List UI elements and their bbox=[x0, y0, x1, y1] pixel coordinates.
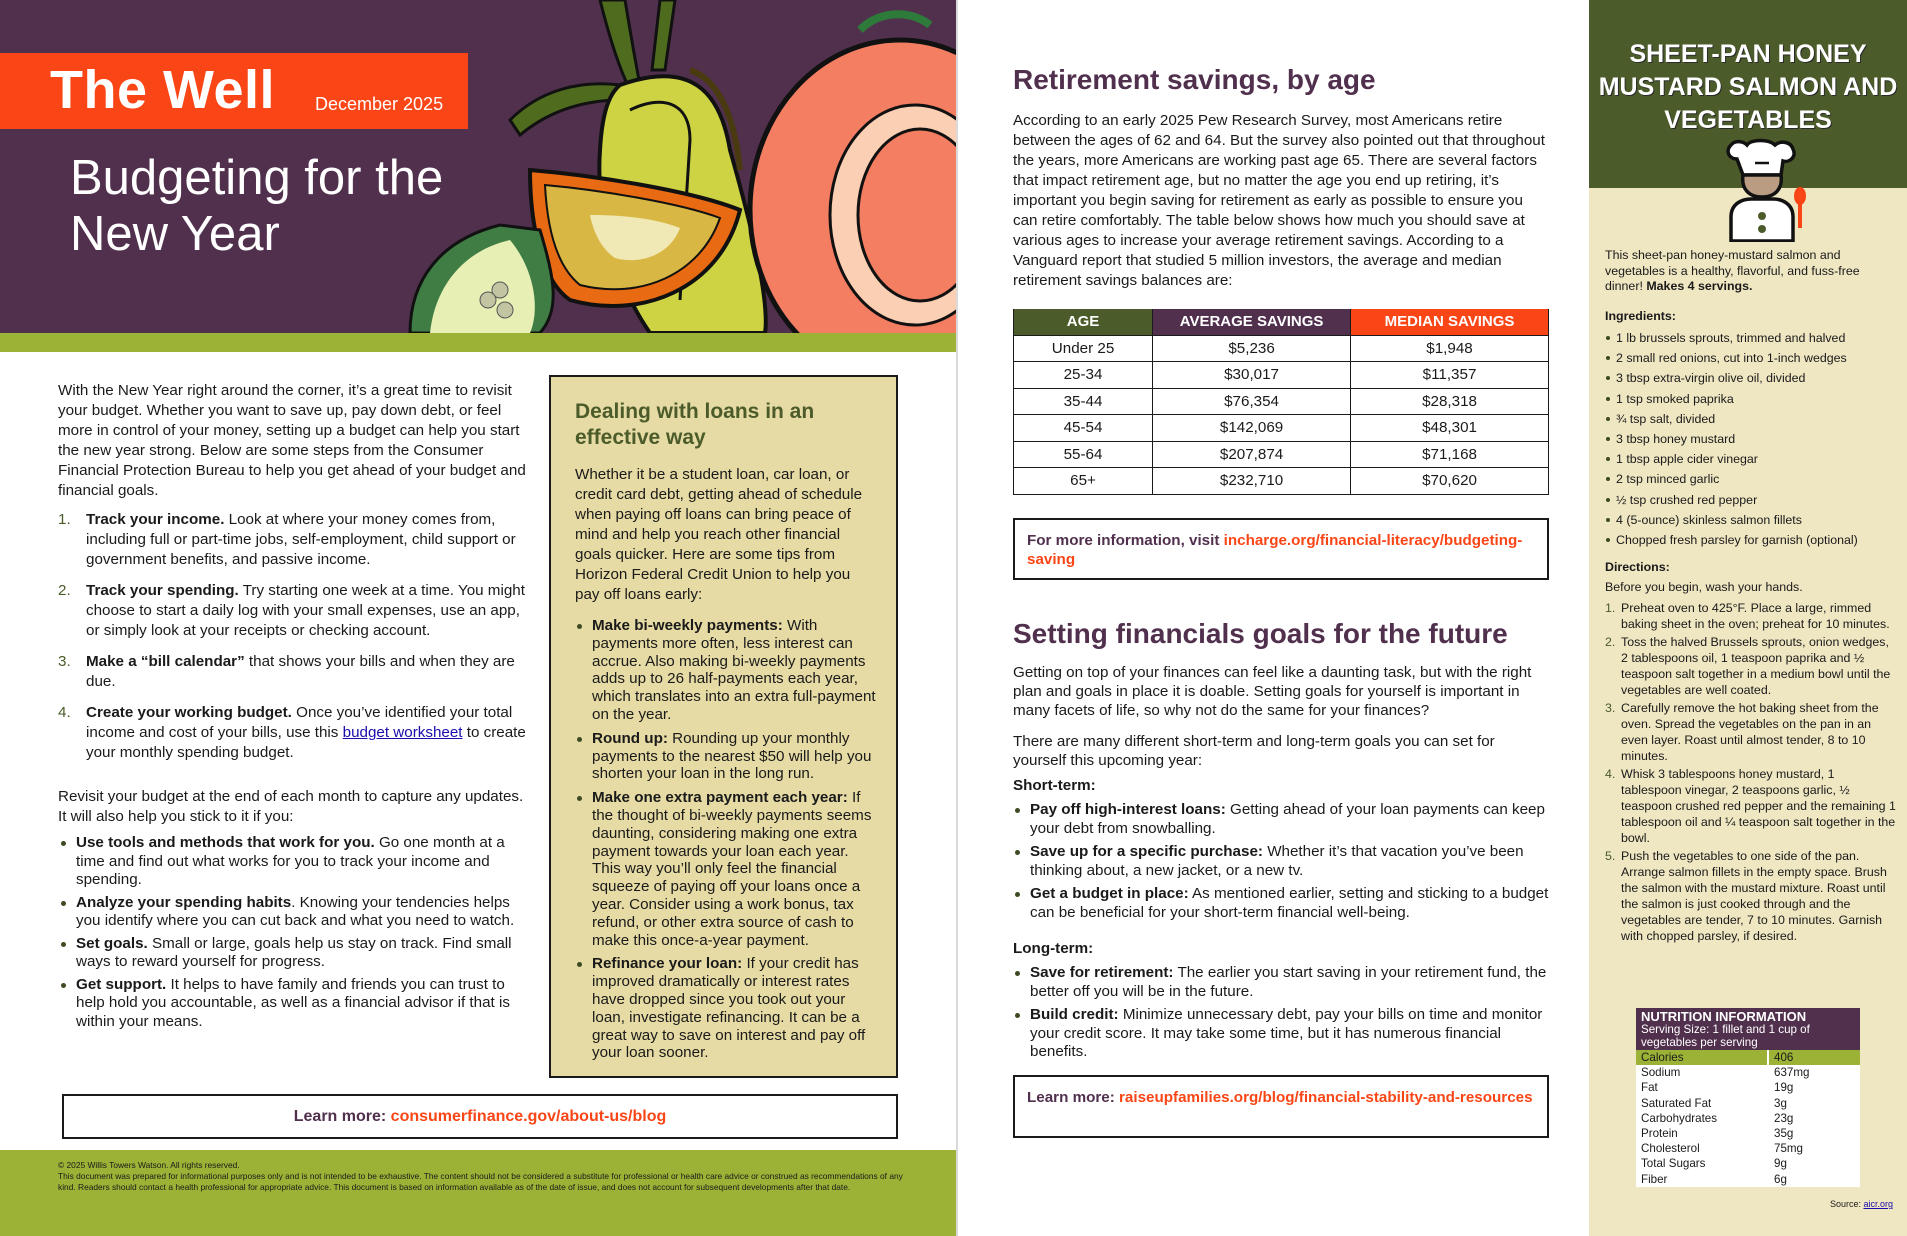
list-item: 2 small red onions, cut into 1-inch wedges bbox=[1605, 348, 1897, 368]
consumerfinance-link[interactable]: consumerfinance.gov/about-us/blog bbox=[390, 1108, 667, 1125]
list-item: Round up: Rounding up your monthly payments to the nearest $50 will help you shorten your loan in the long run. bbox=[575, 730, 876, 783]
ingredients-list bbox=[1605, 328, 1897, 550]
chef-icon bbox=[1717, 137, 1807, 242]
list-item: 4. Create your working budget. Once you’ve identified your total income and cost of your bills, use this budget worksheet to create your monthly spending budget. bbox=[58, 704, 526, 761]
list-item: ¾ tsp salt, divided bbox=[1605, 409, 1897, 429]
learn-more-label: Learn more: bbox=[293, 1108, 391, 1125]
table-row: 35-44 $76,354 $28,318 bbox=[1014, 388, 1549, 415]
list-item: 2. Toss the halved Brussels sprouts, onion wedges, 2 tablespoons oil, 1 teaspoon paprika and ½ teaspoon salt together in a medium bowl until the vegetables are well coated. bbox=[1605, 635, 1891, 698]
retirement-paragraph: According to an early 2025 Pew Research Survey, most Americans retire between the ages of 62 and 64. But the survey also pointed out that throughout the years, more Americans are working past age 65. There are several factors that impact retirement age, but no matter the age you end up retiring, it’s important you begin saving for retirement as early as possible to ensure you can retire comfortably. The table below shows how much you should save at various ages to increase your average retirement savings. According to a Vanguard report that studied 5 million investors, the average and median retirement savings balances are: bbox=[1013, 112, 1545, 289]
list-item: 1. Preheat oven to 425°F. Place a large, rimmed baking sheet in the oven; preheat for 10 minutes. bbox=[1605, 601, 1890, 632]
ingredients-label: Ingredients: bbox=[1605, 308, 1676, 323]
copyright: © 2025 Willis Towers Watson. All rights reserved. bbox=[58, 1160, 240, 1170]
list-item: Get a budget in place: As mentioned earlier, setting and sticking to a budget can be beneficial for your short-term financial well-being. bbox=[1013, 885, 1549, 922]
table-row: 25-34 $30,017 $11,357 bbox=[1014, 362, 1549, 389]
list-item: Build credit: Minimize unnecessary debt, pay your bills on time and monitor your credit score. It may take some time, but it has numerous financial benefits. bbox=[1013, 1006, 1549, 1062]
retirement-heading: Retirement savings, by age bbox=[1013, 64, 1376, 95]
list-item: 1 tbsp apple cider vinegar bbox=[1605, 449, 1897, 469]
list-item: Save for retirement: The earlier you start saving in your retirement fund, the better off you will be in the future. bbox=[1013, 964, 1549, 1001]
loans-heading: Dealing with loans in an effective way bbox=[575, 400, 815, 449]
list-item: Save up for a specific purchase: Whether it’s that vacation you’ve been thinking about, a new jacket, or a new tv. bbox=[1013, 843, 1549, 880]
disclaimer: This document was prepared for informational purposes only and is not intended to be exhaustive. The content should not be considered a substitute for professional or health care advice or construed as recommendations of any kind. Readers should contact a health professional for appropriate advice. This document is based on information available as of the date of issue, and does not account for subsequent developments after that date. bbox=[58, 1171, 903, 1192]
table-row: Carbohydrates 23g bbox=[1641, 1111, 1794, 1125]
list-item: 3. Carefully remove the hot baking sheet from the oven. Spread the vegetables on the pan in an even layer. Roast until almost tender, 8 to 10 minutes. bbox=[1605, 701, 1879, 764]
legal-footer bbox=[0, 1150, 956, 1236]
table-row: Cholesterol 75mg bbox=[1641, 1142, 1804, 1156]
revisit-paragraph: Revisit your budget at the end of each month to capture any updates. It will also help you stick to it if you: bbox=[58, 788, 524, 825]
list-item: Refinance your loan: If your credit has improved dramatically or interest rates have dropped since you took out your loan, investigate refinancing. It can be a great way to save on interest and pay off your loan sooner. bbox=[575, 955, 876, 1062]
long-term-label: Long-term: bbox=[1013, 940, 1094, 957]
list-item: 3. Make a “bill calendar” that shows your bills and when they are due. bbox=[58, 653, 515, 690]
newsletter-name: The Well bbox=[50, 60, 276, 120]
list-item: Chopped fresh parsley for garnish (optional) bbox=[1605, 530, 1897, 550]
list-item: 5. Push the vegetables to one side of the pan. Arrange salmon fillets in the empty space. Brush the salmon with the mustard mixture. Roast until the salmon is just cooked through and the vegetables are tender, 7 to 10 minutes. Garnish with chopped parsley, if desired. bbox=[1605, 849, 1887, 944]
budget-steps-list bbox=[58, 510, 528, 774]
issue-date: December 2025 bbox=[315, 94, 444, 114]
recipe-source: Source: aicr.org bbox=[1829, 1199, 1893, 1209]
hero-divider bbox=[0, 333, 956, 352]
nutrition-table bbox=[1636, 1008, 1860, 1187]
directions-label: Directions: bbox=[1605, 560, 1670, 575]
list-item: Make bi-weekly payments: With payments more often, less interest can accrue. Also making bi-weekly payments adds up to 26 half-payments each year, which translates into an extra full-payment on the year. bbox=[575, 617, 876, 724]
incharge-link[interactable]: incharge.org/financial-literacy/budgeting-saving bbox=[1027, 532, 1523, 568]
list-item: Get support. It helps to have family and friends you can trust to help hold you accountable, as well as a financial advisor if that is within your means. bbox=[58, 976, 528, 1032]
more-info-label: For more information, visit bbox=[1027, 532, 1224, 549]
savings-table bbox=[1013, 309, 1549, 495]
issue-title: Budgeting for the New Year bbox=[70, 151, 444, 261]
recipe-body bbox=[1605, 248, 1897, 946]
hero-banner bbox=[0, 0, 956, 333]
budget-worksheet-link[interactable]: budget worksheet bbox=[342, 724, 463, 741]
table-row: Saturated Fat 3g bbox=[1641, 1096, 1787, 1110]
recipe-intro: This sheet-pan honey-mustard salmon and vegetables is a healthy, flavorful, and fuss-free dinner! Makes 4 servings. bbox=[1605, 248, 1860, 293]
nutrition-title: NUTRITION INFORMATION bbox=[1641, 1009, 1807, 1024]
list-item: 3 tbsp honey mustard bbox=[1605, 429, 1897, 449]
table-row: Sodium 637mg bbox=[1641, 1066, 1810, 1080]
list-item: 2 tsp minced garlic bbox=[1605, 469, 1897, 489]
learn-more-label: Learn more: bbox=[1027, 1089, 1119, 1106]
table-row: Under 25 $5,236 $1,948 bbox=[1014, 335, 1549, 362]
loans-intro: Whether it be a student loan, car loan, or credit card debt, getting ahead of schedule when paying off loans can bring peace of mind and help you reach other financial goals quicker. Here are some tips from Horizon Federal Credit Union to help you pay off loans early: bbox=[575, 466, 863, 603]
aicr-link[interactable]: aicr.org bbox=[1863, 1199, 1893, 1209]
learn-more-box bbox=[62, 1094, 898, 1139]
recipe-panel bbox=[1589, 0, 1907, 1236]
learn-more-box-2 bbox=[1013, 1075, 1549, 1138]
list-item: 4 (5-ounce) skinless salmon fillets bbox=[1605, 510, 1897, 530]
directions-intro: Before you begin, wash your hands. bbox=[1605, 579, 1803, 594]
newsletter-page-2 bbox=[958, 0, 1907, 1236]
budget-tips-list bbox=[58, 834, 528, 1035]
list-item: 2. Track your spending. Try starting one week at a time. You might choose to start a daily log with your small expenses, use an app, or simply look at your receipts or checking account. bbox=[58, 582, 525, 639]
long-term-goals-list bbox=[1013, 964, 1549, 1067]
list-item: Set goals. Small or large, goals help us stay on track. Find small ways to reward yourself for progress. bbox=[58, 935, 528, 972]
more-info-box bbox=[1013, 518, 1549, 580]
goals-heading: Setting financials goals for the future bbox=[1013, 618, 1508, 649]
intro-paragraph: With the New Year right around the corner, it’s a great time to revisit your budget. Whether you want to save up, pay down debt, or feel more in control of your money, setting up a budget can help you start the new year strong. Below are some steps from the Consumer Financial Protection Bureau to help you get ahead of your budget and financial goals. bbox=[58, 382, 526, 499]
goals-paragraph-1: Getting on top of your finances can feel like a daunting task, but with the right plan and goals in place it is doable. Setting goals for yourself is important in many facets of life, so why not do the same for your finances? bbox=[1013, 664, 1532, 719]
table-row: Fiber 6g bbox=[1641, 1172, 1787, 1186]
servings: Makes 4 servings. bbox=[1646, 279, 1753, 293]
raiseupfamilies-link[interactable]: raiseupfamilies.org/blog/financial-stability-and-resources bbox=[1119, 1089, 1533, 1106]
list-item: 1 lb brussels sprouts, trimmed and halved bbox=[1605, 328, 1897, 348]
list-item: Use tools and methods that work for you. Go one month at a time and find out what works for you to track your income and spending. bbox=[58, 834, 528, 890]
table-row: 45-54 $142,069 $48,301 bbox=[1014, 415, 1549, 442]
masthead-bar bbox=[0, 53, 468, 129]
list-item: Make one extra payment each year: If the thought of bi-weekly payments seems daunting, considering making one extra payment towards your loan each year. This way you’ll only feel the financial squeeze of paying off your loans once a year. Consider using a work bonus, tax refund, or other extra source of cash to make this once-a-year payment. bbox=[575, 789, 876, 949]
list-item: 1 tsp smoked paprika bbox=[1605, 389, 1897, 409]
table-row: Calories 406 bbox=[1636, 1050, 1860, 1065]
serving-size: Serving Size: 1 fillet and 1 cup of vegetables per serving bbox=[1641, 1023, 1810, 1049]
list-item: Pay off high-interest loans: Getting ahead of your loan payments can keep your debt from snowballing. bbox=[1013, 801, 1549, 838]
directions-list bbox=[1605, 600, 1897, 944]
recipe-title: SHEET-PAN HONEY MUSTARD SALMON AND VEGETABLES bbox=[1598, 40, 1898, 134]
list-item: ½ tsp crushed red pepper bbox=[1605, 490, 1897, 510]
list-item: 4. Whisk 3 tablespoons honey mustard, 1 tablespoon vinegar, 2 teaspoons garlic, ½ teaspoon crushed red pepper and the remaining 1 tablespoon oil and ¼ teaspoon salt together in the bowl. bbox=[1605, 767, 1896, 846]
table-row: Total Sugars 9g bbox=[1641, 1157, 1787, 1171]
table-row: Protein 35g bbox=[1641, 1127, 1794, 1141]
column-header-average: AVERAGE SAVINGS bbox=[1153, 309, 1351, 335]
nutrition-header bbox=[1636, 1008, 1860, 1050]
loans-sidebar bbox=[549, 375, 898, 1078]
column-header-median: MEDIAN SAVINGS bbox=[1351, 309, 1549, 335]
column-header-age: AGE bbox=[1014, 309, 1153, 335]
list-item: 3 tbsp extra-virgin olive oil, divided bbox=[1605, 368, 1897, 388]
short-term-label: Short-term: bbox=[1013, 777, 1096, 794]
short-term-goals-list bbox=[1013, 801, 1549, 927]
table-row: 65+ $232,710 $70,620 bbox=[1014, 468, 1549, 495]
table-row: Fat 19g bbox=[1641, 1081, 1794, 1095]
loan-tips-list bbox=[575, 617, 876, 1062]
list-item: Analyze your spending habits. Knowing your tendencies helps you identify where you can cut back and what you need to watch. bbox=[58, 894, 528, 931]
goals-paragraph-2: There are many different short-term and long-term goals you can set for yourself this upcoming year: bbox=[1013, 733, 1495, 769]
table-row: 55-64 $207,874 $71,168 bbox=[1014, 441, 1549, 468]
list-item: 1. Track your income. Look at where your money comes from, including full or part-time jobs, self-employment, child support or government benefits, and passive income. bbox=[58, 511, 516, 568]
